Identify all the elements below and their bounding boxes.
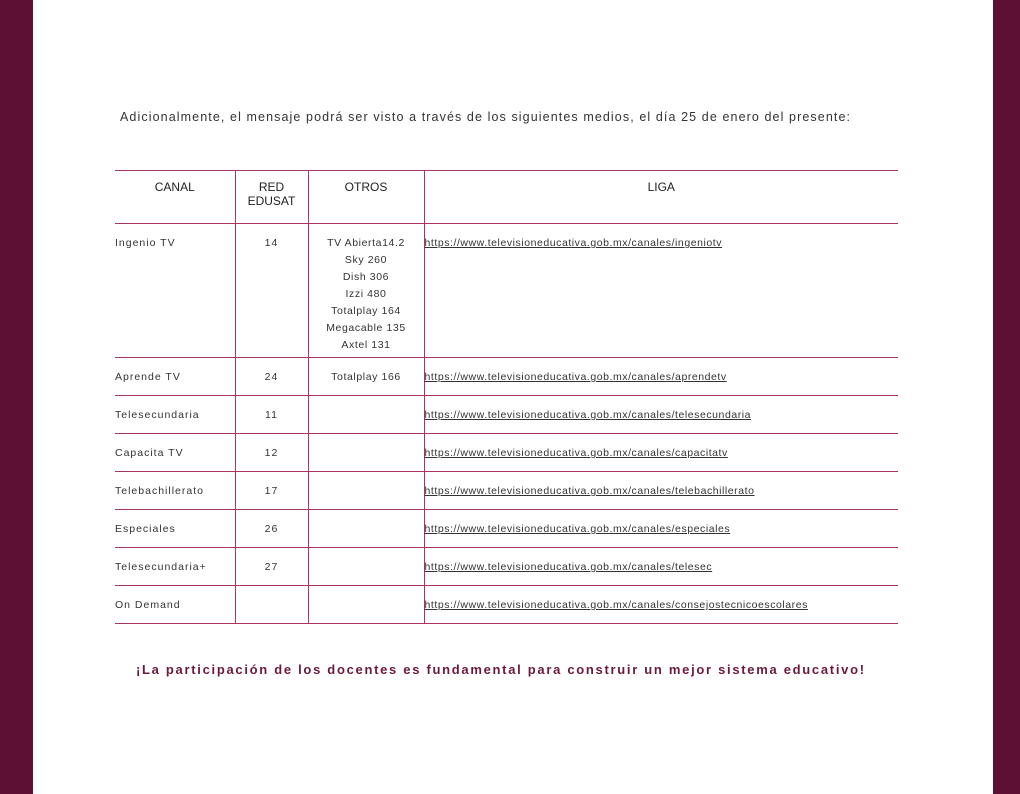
cell-canal: On Demand: [115, 586, 235, 624]
cell-liga: [424, 358, 898, 396]
cell-red: 11: [235, 396, 308, 434]
cell-otros: [308, 434, 424, 472]
cell-liga: [424, 586, 898, 624]
table-row: [115, 510, 898, 548]
otros-item: Izzi 480: [345, 288, 387, 300]
cell-liga: [424, 472, 898, 510]
channel-link[interactable]: https://www.televisioneducativa.gob.mx/canales/consejostecnicoescolares: [424, 599, 808, 611]
cell-liga: [424, 548, 898, 586]
closing-message: ¡La participación de los docentes es fundamental para construir un mejor sistema educativo!: [136, 662, 866, 677]
cell-canal: Ingenio TV: [115, 224, 235, 358]
table-row: [115, 224, 898, 358]
cell-canal: Telesecundaria: [115, 396, 235, 434]
cell-otros: [308, 396, 424, 434]
cell-canal: Aprende TV: [115, 358, 235, 396]
otros-item: Axtel 131: [341, 339, 391, 351]
table-row: [115, 396, 898, 434]
cell-otros: [308, 224, 424, 358]
table-header-row: [115, 171, 898, 224]
otros-item: Totalplay 164: [331, 305, 401, 317]
channel-link[interactable]: https://www.televisioneducativa.gob.mx/canales/capacitatv: [424, 447, 728, 459]
header-canal: CANAL: [115, 171, 235, 224]
otros-item: TV Abierta14.2: [327, 237, 405, 249]
otros-item: Sky 260: [344, 254, 388, 266]
cell-red: 24: [235, 358, 308, 396]
table-row: [115, 472, 898, 510]
channel-link[interactable]: https://www.televisioneducativa.gob.mx/canales/especiales: [424, 523, 731, 535]
table-row: [115, 358, 898, 396]
cell-liga: [424, 396, 898, 434]
cell-otros: [308, 548, 424, 586]
header-red-line2: EDUSAT: [247, 194, 296, 208]
channel-link[interactable]: https://www.televisioneducativa.gob.mx/canales/telesec: [424, 561, 713, 573]
otros-item: Totalplay 166: [331, 371, 401, 383]
channels-table: [115, 170, 898, 624]
channel-link[interactable]: https://www.televisioneducativa.gob.mx/canales/aprendetv: [424, 371, 727, 383]
cell-liga: [424, 434, 898, 472]
cell-red: [235, 586, 308, 624]
channel-link[interactable]: https://www.televisioneducativa.gob.mx/canales/telebachillerato: [424, 485, 755, 497]
right-border-bar: [993, 0, 1020, 794]
header-liga: LIGA: [424, 171, 898, 224]
cell-otros: [308, 510, 424, 548]
header-red-edusat: [235, 171, 308, 224]
table-row: [115, 548, 898, 586]
cell-liga: [424, 224, 898, 358]
cell-red: 12: [235, 434, 308, 472]
left-border-bar: [0, 0, 33, 794]
otros-item: Megacable 135: [326, 322, 406, 334]
cell-canal: Telesecundaria+: [115, 548, 235, 586]
cell-otros: [308, 358, 424, 396]
cell-canal: Telebachillerato: [115, 472, 235, 510]
header-otros: OTROS: [308, 171, 424, 224]
header-red-line1: RED: [258, 180, 285, 194]
intro-paragraph: Adicionalmente, el mensaje podrá ser visto a través de los siguientes medios, el día 25 de enero del presente:: [120, 110, 852, 124]
otros-item: Dish 306: [342, 271, 390, 283]
channel-link[interactable]: https://www.televisioneducativa.gob.mx/canales/telesecundaria: [424, 409, 752, 421]
cell-red: 26: [235, 510, 308, 548]
cell-otros: [308, 472, 424, 510]
cell-otros: [308, 586, 424, 624]
table-row: [115, 434, 898, 472]
channel-link[interactable]: https://www.televisioneducativa.gob.mx/canales/ingeniotv: [424, 237, 723, 249]
cell-canal: Especiales: [115, 510, 235, 548]
cell-red: 14: [235, 224, 308, 358]
cell-canal: Capacita TV: [115, 434, 235, 472]
table-row: [115, 586, 898, 624]
cell-red: 17: [235, 472, 308, 510]
cell-red: 27: [235, 548, 308, 586]
cell-liga: [424, 510, 898, 548]
